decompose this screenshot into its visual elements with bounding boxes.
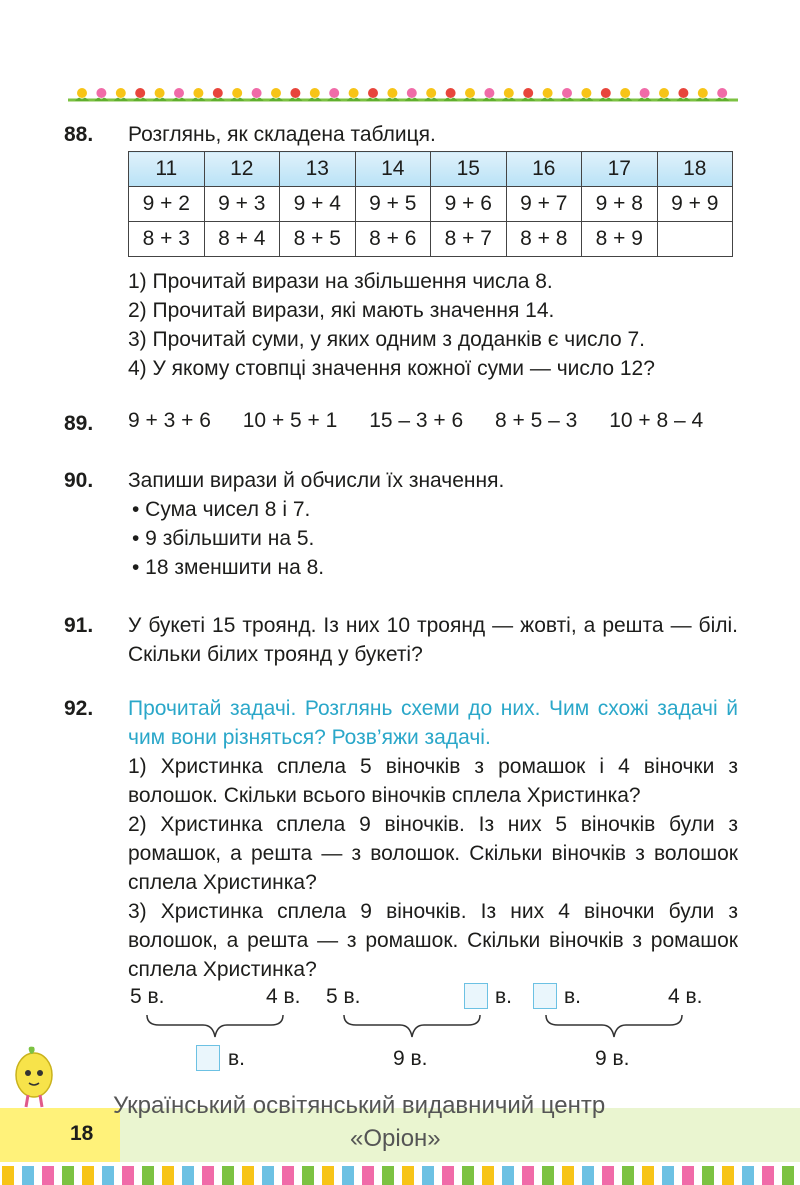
flower-decoration	[446, 88, 456, 98]
stripe-decoration	[582, 1166, 594, 1185]
stripe-decoration	[542, 1166, 554, 1185]
stripe-decoration	[782, 1166, 794, 1185]
stripe-decoration	[622, 1166, 634, 1185]
flower-decoration	[349, 88, 359, 98]
task-body	[128, 466, 738, 582]
flower-decoration	[640, 88, 650, 98]
scheme-2-left-label: 5 в.	[326, 985, 361, 1008]
stripe-decoration	[182, 1166, 194, 1185]
table-cell: 8 + 7	[431, 222, 507, 257]
flower-decoration	[543, 88, 553, 98]
table-cell: 8 + 8	[506, 222, 582, 257]
publisher-name: Український освітянський видавничий центр	[113, 1092, 606, 1119]
stripe-decoration	[22, 1166, 34, 1185]
stripe-decoration	[642, 1166, 654, 1185]
table-cell: 9 + 5	[355, 187, 431, 222]
table-cell: 8 + 5	[280, 222, 356, 257]
flower-decoration	[329, 88, 339, 98]
expression: 9 + 3 + 6	[128, 409, 211, 432]
stripe-decoration	[342, 1166, 354, 1185]
stripe-decoration	[302, 1166, 314, 1185]
page-number: 18	[70, 1122, 94, 1145]
question-item: 1) Прочитай вирази на збільшення числа 8.	[128, 270, 553, 293]
flower-decoration	[290, 88, 300, 98]
expression-list	[128, 409, 703, 433]
flower-decoration	[213, 88, 223, 98]
sum-table	[128, 151, 733, 257]
stripe-decoration	[82, 1166, 94, 1185]
table-cell: 9 + 2	[129, 187, 205, 222]
table-header-cell: 17	[582, 152, 658, 187]
task-number: 92.	[64, 697, 94, 720]
table-cell: 9 + 3	[204, 187, 280, 222]
problem-item: 1) Христинка сплела 5 віночків з ромашок і 4 віночки з волошок. Скільки всього віночків сплела Христинка?	[128, 755, 738, 807]
problem-item: 3) Христинка сплела 9 віночків. Із них 4 віночки були з волошок, а решта — з ромашок. Скільки віночків з ромашок сплела Христинка?	[128, 900, 738, 981]
flower-decoration	[484, 88, 494, 98]
task-text: У букеті 15 троянд. Із них 10 троянд — жовті, а решта — білі. Скільки білих троянд у букеті?	[128, 614, 738, 666]
stripe-decoration	[222, 1166, 234, 1185]
stripe-decoration	[362, 1166, 374, 1185]
stripe-decoration	[502, 1166, 514, 1185]
bullet-item: • Сума чисел 8 і 7.	[132, 498, 311, 521]
flower-decoration	[310, 88, 320, 98]
stripe-decoration	[682, 1166, 694, 1185]
stripe-decoration	[402, 1166, 414, 1185]
stripe-decoration	[202, 1166, 214, 1185]
table-cell: 9 + 4	[280, 187, 356, 222]
stripe-decoration	[442, 1166, 454, 1185]
flower-decoration	[387, 88, 397, 98]
scheme-3-answer-box[interactable]	[533, 983, 557, 1009]
task-number: 91.	[64, 614, 94, 637]
stripe-decoration	[62, 1166, 74, 1185]
scheme-2-right-label: в.	[495, 985, 512, 1008]
table-cell: 8 + 6	[355, 222, 431, 257]
flower-decoration	[232, 88, 242, 98]
stripe-decoration	[382, 1166, 394, 1185]
flower-decoration	[620, 88, 630, 98]
flower-decoration	[601, 88, 611, 98]
task-number: 90.	[64, 469, 94, 492]
table-cell: 8 + 3	[129, 222, 205, 257]
stripe-decoration	[662, 1166, 674, 1185]
scheme-3-total-label: 9 в.	[595, 1047, 630, 1070]
stripe-decoration	[562, 1166, 574, 1185]
task-instruction: Прочитай задачі. Розглянь схеми до них. Чим схожі задачі й чим вони різняться? Розв’яжи задачі.	[128, 697, 738, 749]
flower-decoration	[193, 88, 203, 98]
publisher-brand: «Оріон»	[350, 1125, 441, 1152]
question-item: 3) Прочитай суми, у яких одним з доданків є число 7.	[128, 328, 645, 351]
question-item: 2) Прочитай вирази, які мають значення 14.	[128, 299, 555, 322]
scheme-2-total-label: 9 в.	[393, 1047, 428, 1070]
flower-decoration	[135, 88, 145, 98]
stripe-decoration	[42, 1166, 54, 1185]
flower-decoration	[426, 88, 436, 98]
table-cell: 8 + 9	[582, 222, 658, 257]
task-body	[128, 694, 738, 984]
stripe-decoration	[102, 1166, 114, 1185]
scheme-3-left-label: в.	[564, 985, 581, 1008]
flower-decoration	[407, 88, 417, 98]
stripe-decoration	[322, 1166, 334, 1185]
stripe-decoration	[602, 1166, 614, 1185]
bullet-item: • 9 збільшити на 5.	[132, 527, 315, 550]
flower-decoration	[252, 88, 262, 98]
table-row	[129, 187, 733, 222]
task-number: 89.	[64, 412, 94, 435]
problem-item: 2) Христинка сплела 9 віночків. Із них 5 віночків були з ромашок, а решта — з волошок. Скільки віночків з волошок сплела Христинка?	[128, 813, 738, 894]
lemon-mascot-icon	[4, 1045, 64, 1111]
stripe-decoration	[142, 1166, 154, 1185]
table-row	[129, 222, 733, 257]
flower-decoration	[717, 88, 727, 98]
stripe-decoration	[742, 1166, 754, 1185]
bottom-color-stripes	[0, 1162, 800, 1185]
stripe-decoration	[462, 1166, 474, 1185]
stripe-decoration	[122, 1166, 134, 1185]
stripe-decoration	[282, 1166, 294, 1185]
expression: 10 + 5 + 1	[242, 409, 338, 432]
scheme-1-left-label: 5 в.	[130, 985, 165, 1008]
expression: 15 – 3 + 6	[369, 409, 464, 432]
flower-decoration	[659, 88, 669, 98]
table-cell: 8 + 4	[204, 222, 280, 257]
flower-decoration	[271, 88, 281, 98]
flower-decoration	[678, 88, 688, 98]
task-intro: Запиши вирази й обчисли їх значення.	[128, 469, 505, 492]
flower-decoration	[174, 88, 184, 98]
flower-decoration	[698, 88, 708, 98]
table-cell-empty	[657, 222, 733, 257]
question-item: 4) У якому стовпці значення кожної суми — число 12?	[128, 357, 655, 380]
table-cell: 9 + 8	[582, 187, 658, 222]
table-header-cell: 18	[657, 152, 733, 187]
stripe-decoration	[422, 1166, 434, 1185]
flower-decoration	[465, 88, 475, 98]
stripe-decoration	[242, 1166, 254, 1185]
flower-decoration	[504, 88, 514, 98]
table-header-cell: 15	[431, 152, 507, 187]
flower-decoration	[368, 88, 378, 98]
bullet-item: • 18 зменшити на 8.	[132, 556, 325, 579]
expression: 10 + 8 – 4	[609, 409, 704, 432]
scheme-1-brace	[145, 1013, 285, 1039]
scheme-1-right-label: 4 в.	[266, 985, 301, 1008]
scheme-2-brace	[342, 1013, 482, 1039]
table-header-cell: 11	[129, 152, 205, 187]
scheme-2-answer-box[interactable]	[464, 983, 488, 1009]
page-number-box	[0, 1108, 120, 1162]
table-header-cell: 14	[355, 152, 431, 187]
scheme-1-total-label: в.	[228, 1047, 245, 1070]
flower-decoration	[562, 88, 572, 98]
expression: 8 + 5 – 3	[495, 409, 578, 432]
stripe-decoration	[762, 1166, 774, 1185]
stripe-decoration	[162, 1166, 174, 1185]
scheme-1-answer-box[interactable]	[196, 1045, 220, 1071]
table-cell: 9 + 7	[506, 187, 582, 222]
flower-decoration	[155, 88, 165, 98]
table-header-cell: 16	[506, 152, 582, 187]
table-header-cell: 13	[280, 152, 356, 187]
task-88-questions	[128, 267, 655, 383]
problem-schemes	[0, 985, 800, 1075]
stripe-decoration	[2, 1166, 14, 1185]
flower-decoration	[581, 88, 591, 98]
stripe-decoration	[722, 1166, 734, 1185]
table-cell: 9 + 6	[431, 187, 507, 222]
flower-decoration	[523, 88, 533, 98]
flower-decoration	[116, 88, 126, 98]
task-intro: Розглянь, як складена таблиця.	[128, 123, 436, 146]
table-header-cell: 12	[204, 152, 280, 187]
stripe-decoration	[522, 1166, 534, 1185]
table-cell: 9 + 9	[657, 187, 733, 222]
stripe-decoration	[482, 1166, 494, 1185]
table-header-row	[129, 152, 733, 187]
scheme-3-right-label: 4 в.	[668, 985, 703, 1008]
task-number: 88.	[64, 123, 94, 146]
flower-border-strip	[68, 84, 738, 106]
flower-decoration	[96, 88, 106, 98]
scheme-3-brace	[544, 1013, 684, 1039]
stripe-decoration	[702, 1166, 714, 1185]
flower-decoration	[77, 88, 87, 98]
stripe-decoration	[262, 1166, 274, 1185]
